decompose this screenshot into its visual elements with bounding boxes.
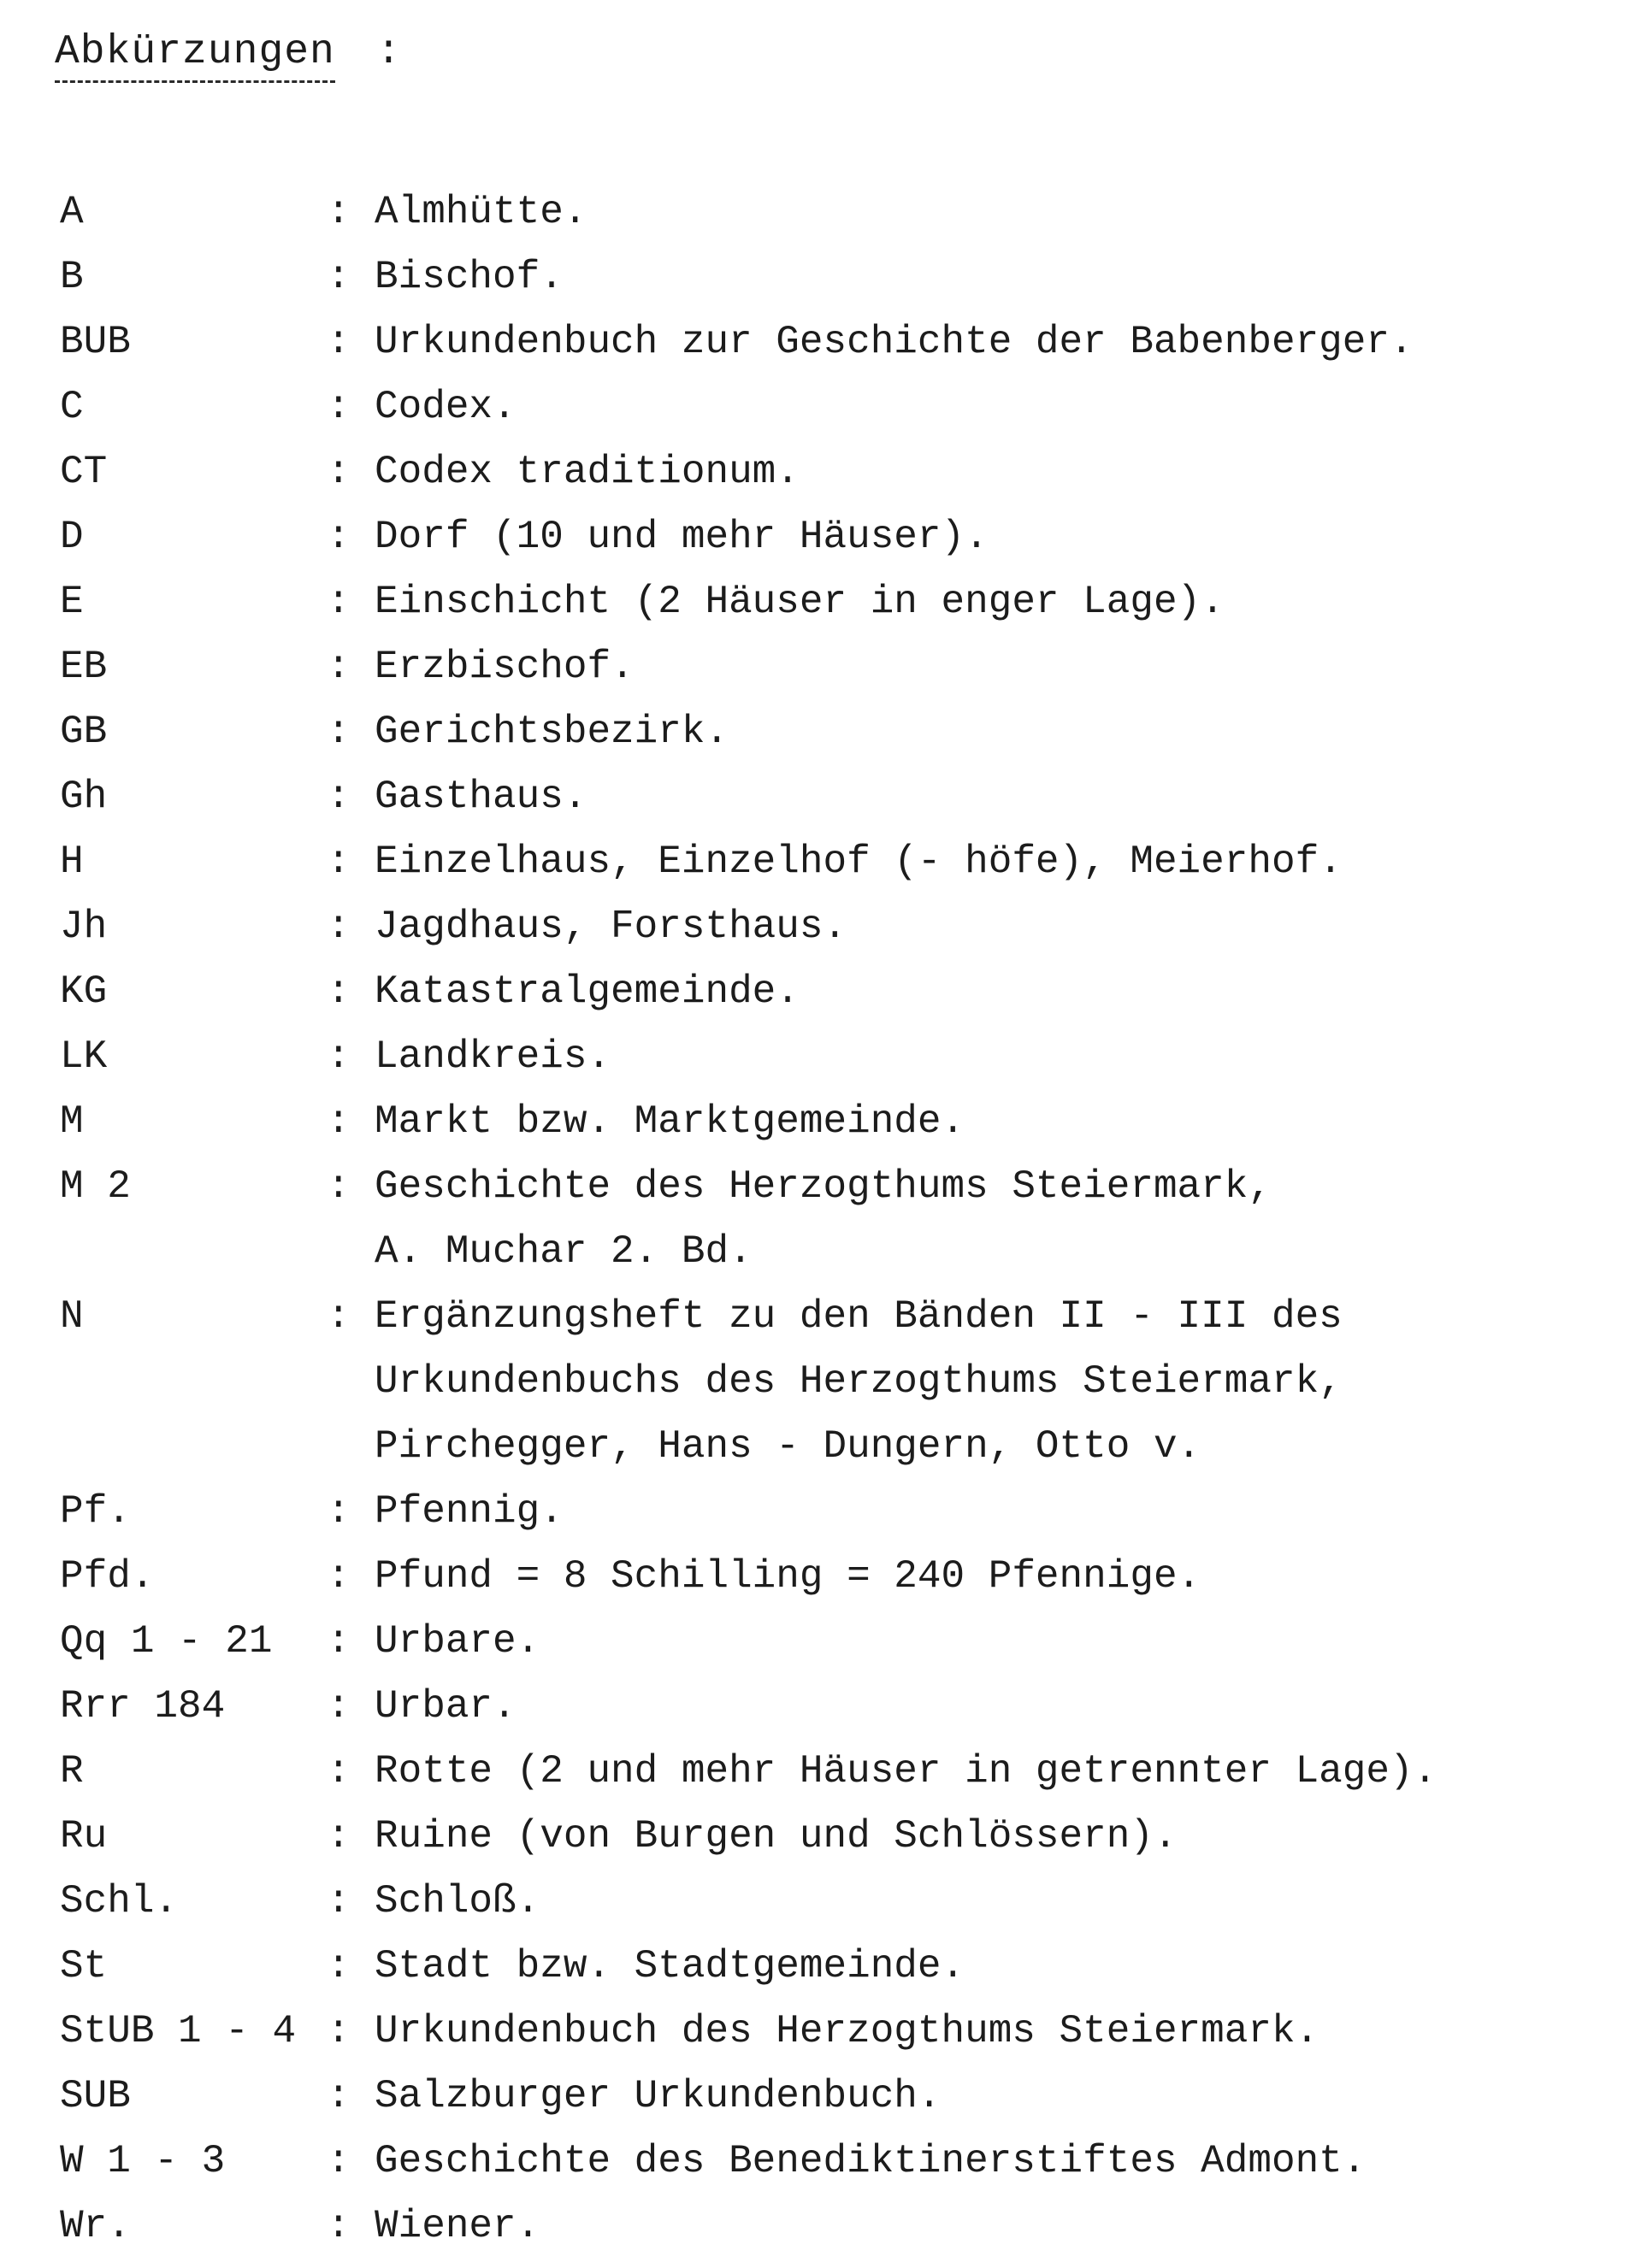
definition-line: Jagdhaus, Forsthaus. xyxy=(375,904,847,949)
abbreviation-term: M xyxy=(60,1099,84,1144)
abbreviation-definition xyxy=(375,1869,1632,1934)
abbreviation-term: EB xyxy=(60,645,108,689)
entry-separator: : xyxy=(327,969,351,1014)
definition-line: Pirchegger, Hans - Dungern, Otto v. xyxy=(375,1424,1201,1469)
abbreviation-definition xyxy=(375,634,1632,699)
definition-line: Codex traditionum. xyxy=(375,450,800,494)
abbreviation-entry xyxy=(0,569,1647,634)
abbreviation-entry xyxy=(0,374,1647,439)
abbreviation-definition xyxy=(375,1479,1632,1544)
entry-separator: : xyxy=(327,190,351,234)
abbreviation-term: A xyxy=(60,190,84,234)
abbreviation-entry xyxy=(0,894,1647,959)
abbreviation-entry xyxy=(0,1674,1647,1739)
abbreviation-entry xyxy=(0,1999,1647,2064)
entry-separator: : xyxy=(327,385,351,429)
entry-separator: : xyxy=(327,1489,351,1534)
abbreviation-term: N xyxy=(60,1294,84,1339)
abbreviation-definition xyxy=(375,180,1632,244)
abbreviation-definition xyxy=(375,1804,1632,1869)
abbreviation-definition xyxy=(375,2064,1632,2129)
definition-line: Einschicht (2 Häuser in enger Lage). xyxy=(375,580,1225,624)
abbreviation-term: Ru xyxy=(60,1814,108,1859)
abbreviation-definition xyxy=(375,244,1632,309)
abbreviation-definition xyxy=(375,1284,1632,1479)
entry-separator: : xyxy=(327,580,351,624)
entry-separator: : xyxy=(327,255,351,299)
abbreviation-term: KG xyxy=(60,969,108,1014)
abbreviation-entry xyxy=(0,1869,1647,1934)
abbreviation-term: Schl. xyxy=(60,1879,179,1923)
definition-line: Geschichte des Benediktinerstiftes Admont. xyxy=(375,2139,1367,2183)
abbreviation-entry xyxy=(0,2064,1647,2129)
definition-line: Urbar. xyxy=(375,1684,517,1729)
entry-separator: : xyxy=(327,2009,351,2053)
abbreviation-entry xyxy=(0,1024,1647,1089)
definition-line: Urbare. xyxy=(375,1619,540,1664)
abbreviation-definition xyxy=(375,1934,1632,1999)
abbreviation-entry xyxy=(0,1284,1647,1479)
abbreviation-definition xyxy=(375,569,1632,634)
abbreviation-term: D xyxy=(60,515,84,559)
abbreviation-definition xyxy=(375,1089,1632,1154)
abbreviation-entry xyxy=(0,180,1647,244)
abbreviation-term: BUB xyxy=(60,320,131,364)
entry-separator: : xyxy=(327,2204,351,2248)
abbreviation-term: StUB 1 - 4 xyxy=(60,2009,297,2053)
abbreviation-entry xyxy=(0,1609,1647,1674)
abbreviation-term: CT xyxy=(60,450,108,494)
abbreviation-definition xyxy=(375,1739,1632,1804)
definition-line: Erzbischof. xyxy=(375,645,635,689)
definition-line: Urkundenbuch zur Geschichte der Babenberger. xyxy=(375,320,1414,364)
abbreviation-term: LK xyxy=(60,1034,108,1079)
abbreviation-definition xyxy=(375,2129,1632,2194)
abbreviation-entry xyxy=(0,634,1647,699)
abbreviation-term: C xyxy=(60,385,84,429)
abbreviation-definition xyxy=(375,2194,1632,2259)
abbreviation-entry xyxy=(0,2129,1647,2194)
abbreviation-definition xyxy=(375,504,1632,569)
entry-separator: : xyxy=(327,839,351,884)
abbreviation-term: Jh xyxy=(60,904,108,949)
definition-line: Dorf (10 und mehr Häuser). xyxy=(375,515,989,559)
definition-line: Markt bzw. Marktgemeinde. xyxy=(375,1099,965,1144)
abbreviation-term: Wr. xyxy=(60,2204,131,2248)
abbreviation-definition xyxy=(375,374,1632,439)
abbreviation-term: W 1 - 3 xyxy=(60,2139,226,2183)
abbreviation-term: GB xyxy=(60,710,108,754)
entry-separator: : xyxy=(327,1619,351,1664)
entry-separator: : xyxy=(327,1879,351,1923)
abbreviation-definition xyxy=(375,1154,1632,1284)
abbreviation-definition xyxy=(375,959,1632,1024)
definition-line: Gerichtsbezirk. xyxy=(375,710,729,754)
abbreviation-entry xyxy=(0,1739,1647,1804)
abbreviation-entry xyxy=(0,699,1647,764)
abbreviation-definition xyxy=(375,439,1632,504)
definition-line: Wiener. xyxy=(375,2204,540,2248)
entry-separator: : xyxy=(327,1554,351,1599)
abbreviation-entry xyxy=(0,1544,1647,1609)
definition-line: Almhütte. xyxy=(375,190,587,234)
abbreviation-entry xyxy=(0,1934,1647,1999)
abbreviation-term: Pfd. xyxy=(60,1554,155,1599)
abbreviation-term: St xyxy=(60,1944,108,1988)
entry-separator: : xyxy=(327,645,351,689)
abbreviation-definition xyxy=(375,894,1632,959)
abbreviation-list xyxy=(0,180,1647,2259)
definition-line: A. Muchar 2. Bd. xyxy=(375,1229,753,1274)
definition-line: Gasthaus. xyxy=(375,775,587,819)
entry-separator: : xyxy=(327,1164,351,1209)
abbreviation-entry xyxy=(0,1804,1647,1869)
abbreviation-term: B xyxy=(60,255,84,299)
definition-line: Katastralgemeinde. xyxy=(375,969,800,1014)
entry-separator: : xyxy=(327,1814,351,1859)
entry-separator: : xyxy=(327,904,351,949)
definition-line: Landkreis. xyxy=(375,1034,611,1079)
entry-separator: : xyxy=(327,2074,351,2118)
abbreviation-definition xyxy=(375,1674,1632,1739)
abbreviation-entry xyxy=(0,1479,1647,1544)
definition-line: Einzelhaus, Einzelhof (- höfe), Meierhof. xyxy=(375,839,1343,884)
abbreviation-definition xyxy=(375,699,1632,764)
abbreviation-entry xyxy=(0,959,1647,1024)
definition-line: Ergänzungsheft zu den Bänden II - III des xyxy=(375,1294,1343,1339)
page-title: Abkürzungen xyxy=(55,29,335,83)
entry-separator: : xyxy=(327,1099,351,1144)
abbreviation-definition xyxy=(375,1024,1632,1089)
definition-line: Ruine (von Burgen und Schlössern). xyxy=(375,1814,1178,1859)
abbreviation-definition xyxy=(375,1999,1632,2064)
abbreviation-term: Rrr 184 xyxy=(60,1684,226,1729)
abbreviation-entry xyxy=(0,1154,1647,1284)
abbreviation-entry xyxy=(0,1089,1647,1154)
abbreviation-entry xyxy=(0,504,1647,569)
entry-separator: : xyxy=(327,1294,351,1339)
definition-line: Urkundenbuchs des Herzogthums Steiermark, xyxy=(375,1359,1343,1404)
entry-separator: : xyxy=(327,1944,351,1988)
abbreviation-term: Gh xyxy=(60,775,108,819)
abbreviation-definition xyxy=(375,1544,1632,1609)
definition-line: Salzburger Urkundenbuch. xyxy=(375,2074,942,2118)
abbreviation-term: E xyxy=(60,580,84,624)
abbreviation-term: H xyxy=(60,839,84,884)
abbreviation-definition xyxy=(375,764,1632,829)
abbreviation-entry xyxy=(0,764,1647,829)
definition-line: Bischof. xyxy=(375,255,564,299)
abbreviation-entry xyxy=(0,244,1647,309)
abbreviation-term: R xyxy=(60,1749,84,1794)
entry-separator: : xyxy=(327,320,351,364)
entry-separator: : xyxy=(327,710,351,754)
entry-separator: : xyxy=(327,2139,351,2183)
abbreviation-term: Pf. xyxy=(60,1489,131,1534)
entry-separator: : xyxy=(327,1684,351,1729)
abbreviation-entry xyxy=(0,309,1647,374)
abbreviation-entry xyxy=(0,829,1647,894)
abbreviation-definition xyxy=(375,1609,1632,1674)
entry-separator: : xyxy=(327,775,351,819)
definition-line: Rotte (2 und mehr Häuser in getrennter Lage). xyxy=(375,1749,1437,1794)
entry-separator: : xyxy=(327,515,351,559)
abbreviation-term: M 2 xyxy=(60,1164,131,1209)
definition-line: Codex. xyxy=(375,385,517,429)
definition-line: Pfennig. xyxy=(375,1489,564,1534)
abbreviation-term: Qq 1 - 21 xyxy=(60,1619,273,1664)
entry-separator: : xyxy=(327,1034,351,1079)
definition-line: Pfund = 8 Schilling = 240 Pfennige. xyxy=(375,1554,1201,1599)
definition-line: Geschichte des Herzogthums Steiermark, xyxy=(375,1164,1272,1209)
abbreviation-definition xyxy=(375,829,1632,894)
definition-line: Schloß. xyxy=(375,1879,540,1923)
entry-separator: : xyxy=(327,450,351,494)
definition-line: Stadt bzw. Stadtgemeinde. xyxy=(375,1944,965,1988)
definition-line: Urkundenbuch des Herzogthums Steiermark. xyxy=(375,2009,1319,2053)
abbreviation-entry xyxy=(0,2194,1647,2259)
entry-separator: : xyxy=(327,1749,351,1794)
abbreviation-entry xyxy=(0,439,1647,504)
abbreviation-term: SUB xyxy=(60,2074,131,2118)
abbreviation-definition xyxy=(375,309,1632,374)
title-colon: : xyxy=(376,29,401,75)
